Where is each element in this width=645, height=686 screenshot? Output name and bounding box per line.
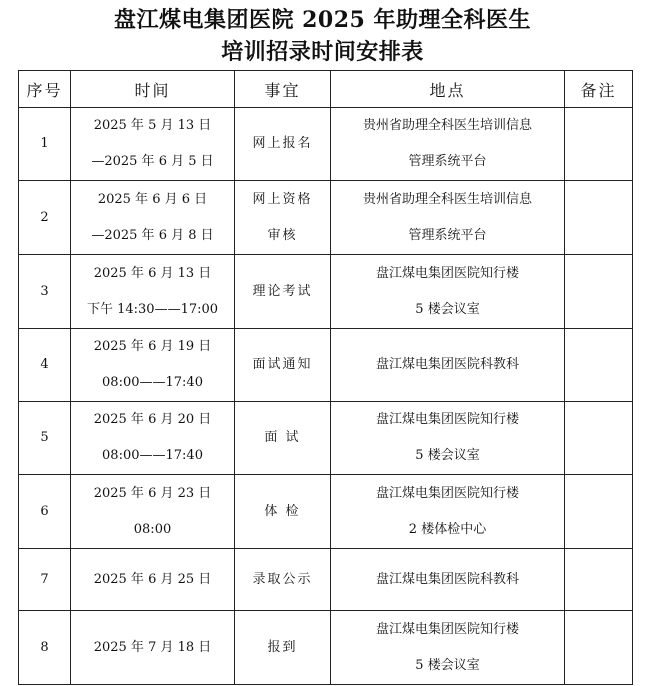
cell-place [331, 402, 565, 475]
table-row [19, 181, 633, 255]
cell-time-line: 08:00——17:40 [102, 375, 203, 390]
cell-time [71, 611, 235, 685]
cell-time-line: 2025 年 6 月 23 日 [93, 485, 212, 501]
cell-place-line: 盘江煤电集团医院科教科 [375, 357, 519, 372]
cell-item-line: 体 检 [264, 503, 301, 519]
cell-item [235, 329, 331, 402]
cell-item-line: 理论考试 [252, 283, 313, 299]
table-row [19, 255, 633, 329]
cell-item [235, 402, 331, 475]
cell-place-line: 5 楼会议室 [415, 657, 480, 673]
cell-item-line: 录取公示 [252, 571, 313, 587]
cell-item-line: 报到 [267, 639, 298, 655]
cell-note [565, 255, 633, 329]
cell-item-line: 面 试 [264, 430, 301, 445]
cell-no: 5 [19, 402, 71, 475]
cell-place-line: 5 楼会议室 [415, 448, 480, 463]
cell-time [71, 255, 235, 329]
cell-place-line: 5 楼会议室 [415, 301, 480, 317]
header-no: 序号 [19, 71, 71, 108]
cell-time-line: 2025 年 6 月 19 日 [93, 339, 212, 354]
cell-item [235, 549, 331, 611]
cell-item [235, 108, 331, 181]
cell-place [331, 255, 565, 329]
cell-place [331, 611, 565, 685]
cell-no: 8 [19, 611, 71, 685]
cell-place-line: 盘江煤电集团医院知行楼 [375, 485, 519, 501]
cell-time-line: 2025 年 7 月 18 日 [93, 639, 212, 655]
cell-item-line: 面试通知 [252, 357, 313, 372]
cell-time [71, 549, 235, 611]
cell-time-line: 2025 年 6 月 25 日 [93, 571, 212, 587]
cell-place-line: 管理系统平台 [408, 154, 487, 169]
cell-note [565, 611, 633, 685]
cell-place-line: 贵州省助理全科医生培训信息 [362, 118, 532, 133]
table-row [19, 475, 633, 549]
cell-place-line: 盘江煤电集团医院科教科 [375, 571, 519, 587]
header-item: 事宜 [235, 71, 331, 108]
cell-place [331, 181, 565, 255]
header-time: 时间 [71, 71, 235, 108]
cell-time-line: 下午 14:30——17:00 [86, 301, 219, 317]
title-line-2: 培训招录时间安排表 [221, 39, 424, 65]
cell-time-line: 2025 年 6 月 6 日 [97, 191, 208, 207]
cell-item [235, 255, 331, 329]
cell-no: 7 [19, 549, 71, 611]
cell-item-line: 网上报名 [252, 136, 313, 151]
table-row [19, 611, 633, 685]
cell-no: 6 [19, 475, 71, 549]
cell-no: 4 [19, 329, 71, 402]
cell-place-line: 2 楼体检中心 [408, 521, 487, 537]
cell-time [71, 402, 235, 475]
cell-time-line: 08:00——17:40 [102, 448, 203, 463]
cell-place [331, 475, 565, 549]
cell-item [235, 475, 331, 549]
table-row [19, 108, 633, 181]
cell-time [71, 475, 235, 549]
cell-item [235, 611, 331, 685]
cell-place [331, 329, 565, 402]
cell-time-line: —2025 年 6 月 5 日 [91, 154, 214, 169]
header-row [19, 71, 633, 108]
cell-no: 3 [19, 255, 71, 329]
cell-item [235, 181, 331, 255]
cell-note [565, 108, 633, 181]
cell-place [331, 549, 565, 611]
cell-note [565, 475, 633, 549]
document-title [0, 4, 645, 68]
table-row [19, 329, 633, 402]
cell-place-line: 管理系统平台 [408, 227, 487, 243]
cell-time [71, 108, 235, 181]
header-place: 地点 [331, 71, 565, 108]
title-line-1: 盘江煤电集团医院 2025 年助理全科医生 [113, 7, 532, 33]
cell-time [71, 181, 235, 255]
cell-no: 1 [19, 108, 71, 181]
table-row [19, 549, 633, 611]
cell-time-line: 2025 年 6 月 13 日 [93, 265, 212, 281]
cell-place-line: 盘江煤电集团医院知行楼 [375, 621, 519, 637]
header-note: 备注 [565, 71, 633, 108]
schedule-body [19, 108, 633, 685]
cell-place-line: 盘江煤电集团医院知行楼 [375, 412, 519, 427]
cell-place-line: 盘江煤电集团医院知行楼 [375, 265, 519, 281]
cell-time-line: —2025 年 6 月 8 日 [91, 227, 214, 243]
cell-place-line: 贵州省助理全科医生培训信息 [362, 191, 532, 207]
cell-time [71, 329, 235, 402]
cell-note [565, 549, 633, 611]
table-row [19, 402, 633, 475]
cell-note [565, 329, 633, 402]
cell-note [565, 181, 633, 255]
cell-item-line: 网上资格 [252, 191, 313, 207]
cell-time-line: 2025 年 6 月 20 日 [93, 412, 212, 427]
cell-place [331, 108, 565, 181]
cell-item-line: 审核 [267, 227, 298, 243]
cell-no: 2 [19, 181, 71, 255]
cell-time-line: 08:00 [133, 521, 172, 537]
cell-time-line: 2025 年 5 月 13 日 [93, 118, 212, 133]
cell-note [565, 402, 633, 475]
schedule-table [18, 70, 633, 685]
